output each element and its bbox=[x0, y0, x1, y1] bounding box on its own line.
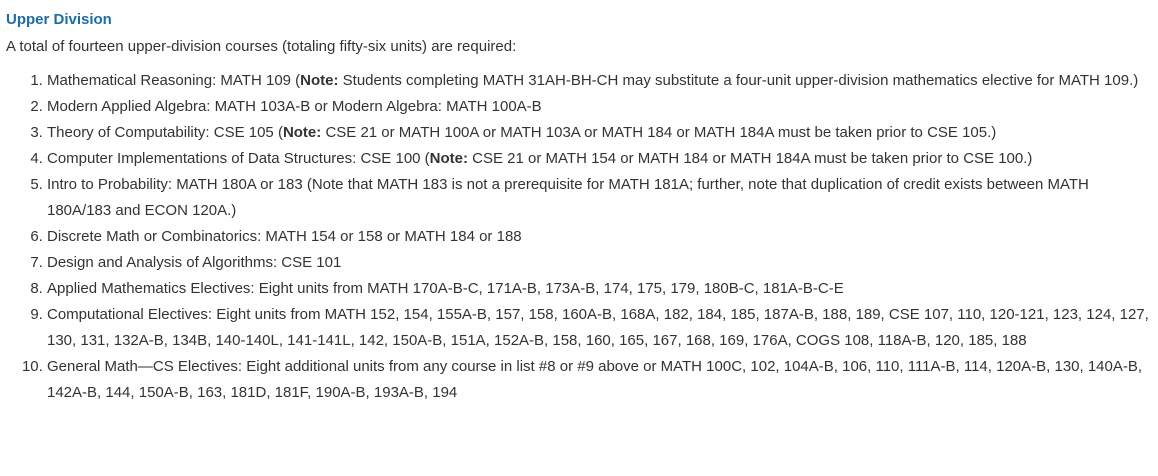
item-text: Theory of Computability: CSE 105 ( bbox=[47, 124, 283, 141]
item-text: Discrete Math or Combinatorics: MATH 154 or 158 or MATH 184 or 188 bbox=[47, 228, 522, 245]
list-item bbox=[47, 68, 1152, 94]
item-text: Intro to Probability: MATH 180A or 183 (Note that MATH 183 is not a prerequisite for MATH 181A; further, note that duplication of credit exists between MATH 180A/183 and ECON 120A.) bbox=[47, 176, 1089, 219]
intro-text: A total of fourteen upper-division courses (totaling fifty-six units) are required: bbox=[6, 38, 517, 55]
item-text: Computational Electives: Eight units from MATH 152, 154, 155A-B, 157, 158, 160A-B, 168A, 182, 184, 185, 187A-B, 188, 189, CSE 107, 110, 120-121, 123, 124, 127, 130, 131, 132A-B, 134B, 140-140L, 141-141L, 142, 150A-B, 151A, 152A-B, 158, 160, 165, 167, 168, 169, 176A, COGS 108, 118A-B, 120, 185, 188 bbox=[47, 306, 1149, 349]
note-label: Note: bbox=[300, 72, 339, 89]
list-item bbox=[47, 94, 1152, 120]
note-text: CSE 21 or MATH 100A or MATH 103A or MATH 184 or MATH 184A must be taken prior to CSE 105.) bbox=[325, 124, 997, 141]
note-text: CSE 21 or MATH 154 or MATH 184 or MATH 184A must be taken prior to CSE 100.) bbox=[472, 150, 1033, 167]
note-text: Students completing MATH 31AH-BH-CH may substitute a four-unit upper-division mathematics elective for MATH 109.) bbox=[342, 72, 1139, 89]
list-item bbox=[47, 250, 1152, 276]
list-item bbox=[47, 302, 1152, 354]
note-label: Note: bbox=[282, 124, 322, 141]
item-text: Computer Implementations of Data Structures: CSE 100 ( bbox=[47, 150, 430, 167]
note-label: Note: bbox=[429, 150, 468, 167]
list-item bbox=[47, 276, 1152, 302]
list-item bbox=[47, 224, 1152, 250]
list-item bbox=[47, 120, 1152, 146]
item-text: Modern Applied Algebra: MATH 103A-B or Modern Algebra: MATH 100A-B bbox=[47, 98, 542, 115]
item-text: General Math—CS Electives: Eight additional units from any course in list #8 or #9 above or MATH 100C, 102, 104A-B, 106, 110, 111A-B, 114, 120A-B, 130, 140A-B, 142A-B, 144, 150A-B, 163, 181D, 181F, 190A-B, 193A-B, 194 bbox=[47, 358, 1143, 401]
item-text: Mathematical Reasoning: MATH 109 ( bbox=[47, 72, 301, 89]
list-item bbox=[47, 172, 1152, 224]
section-heading: Upper Division bbox=[6, 11, 112, 28]
item-text: Applied Mathematics Electives: Eight units from MATH 170A-B-C, 171A-B, 173A-B, 174, 175, 179, 180B-C, 181A-B-C-E bbox=[47, 280, 844, 297]
item-text: Design and Analysis of Algorithms: CSE 101 bbox=[47, 254, 342, 271]
list-item bbox=[47, 146, 1152, 172]
requirements-list bbox=[6, 68, 1152, 406]
list-item bbox=[47, 354, 1152, 406]
